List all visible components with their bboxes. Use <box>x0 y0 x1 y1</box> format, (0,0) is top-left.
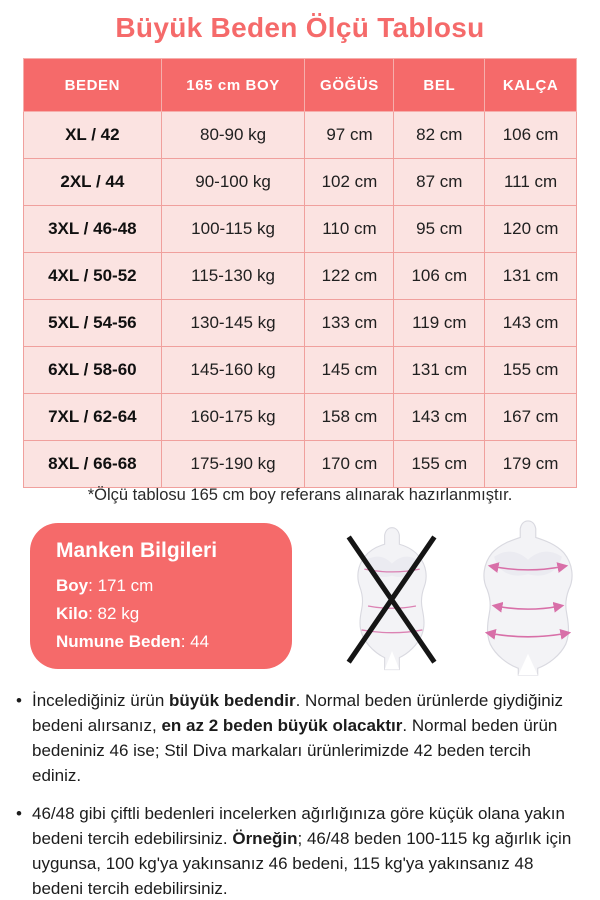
measure-cell: 160-175 kg <box>161 394 305 441</box>
note-item-sizing <box>8 688 574 788</box>
measure-cell: 119 cm <box>394 300 485 347</box>
plus-size-body-measurement-icon <box>468 518 588 678</box>
measure-cell: 120 cm <box>485 206 577 253</box>
size-cell: 6XL / 58-60 <box>24 347 162 394</box>
measure-cell: 100-115 kg <box>161 206 305 253</box>
measure-cell: 80-90 kg <box>161 112 305 159</box>
model-info-box <box>30 523 292 669</box>
size-cell: 8XL / 66-68 <box>24 441 162 488</box>
size-table-row <box>24 253 577 300</box>
measure-cell: 122 cm <box>305 253 394 300</box>
note-item-double-sizes <box>8 801 574 900</box>
measure-cell: 143 cm <box>485 300 577 347</box>
measure-cell: 106 cm <box>394 253 485 300</box>
measure-cell: 155 cm <box>394 441 485 488</box>
measure-cell: 145-160 kg <box>161 347 305 394</box>
measure-cell: 131 cm <box>394 347 485 394</box>
col-header-bel: BEL <box>394 59 485 112</box>
table-footnote: *Ölçü tablosu 165 cm boy referans alınarak hazırlanmıştır. <box>87 486 513 504</box>
size-table-body <box>24 112 577 488</box>
measure-cell: 179 cm <box>485 441 577 488</box>
measure-cell: 97 cm <box>305 112 394 159</box>
size-cell: 3XL / 46-48 <box>24 206 162 253</box>
crossed-out-body-icon <box>334 524 450 676</box>
model-weight-line: Kilo: 82 kg <box>56 604 140 623</box>
note-text: 46/48 gibi çiftli bedenleri incelerken ağırlığınıza göre küçük olana yakın bedeni tercih edebilirsiniz. Örneğin; 46/48 beden 100-115 kg ağırlık için uygunsa, 100 kg'ya yakınsanız 46 bedeni, 115 kg'ya yakınsanız 48 bedeni tercih edebilirsiniz. <box>32 804 572 898</box>
size-cell: 5XL / 54-56 <box>24 300 162 347</box>
measure-cell: 90-100 kg <box>161 159 305 206</box>
measure-cell: 175-190 kg <box>161 441 305 488</box>
measure-cell: 102 cm <box>305 159 394 206</box>
model-height-line: Boy: 171 cm <box>56 576 154 595</box>
size-table-row <box>24 159 577 206</box>
measure-cell: 155 cm <box>485 347 577 394</box>
size-table-row <box>24 206 577 253</box>
measure-cell: 170 cm <box>305 441 394 488</box>
size-table-row <box>24 394 577 441</box>
measure-cell: 82 cm <box>394 112 485 159</box>
measure-cell: 106 cm <box>485 112 577 159</box>
size-table-row <box>24 300 577 347</box>
size-table-row <box>24 441 577 488</box>
size-table <box>23 58 577 488</box>
measure-cell: 87 cm <box>394 159 485 206</box>
measure-cell: 110 cm <box>305 206 394 253</box>
note-text: İncelediğiniz ürün büyük bedendir. Normal beden ürünlerde giydiğiniz bedeni alırsanız, en az 2 beden büyük olacaktır. Normal beden ürün bedeniniz 46 ise; Stil Diva markaları ürünlerimizde 42 beden tercih ediniz. <box>32 691 564 785</box>
col-header-kalca: KALÇA <box>485 59 577 112</box>
size-cell: 2XL / 44 <box>24 159 162 206</box>
size-cell: XL / 42 <box>24 112 162 159</box>
measure-cell: 143 cm <box>394 394 485 441</box>
measure-cell: 131 cm <box>485 253 577 300</box>
size-table-row <box>24 112 577 159</box>
page-title: Büyük Beden Ölçü Tablosu <box>115 12 485 43</box>
measure-cell: 95 cm <box>394 206 485 253</box>
model-info-title: Manken Bilgileri <box>56 539 218 562</box>
size-table-header-row <box>24 59 577 112</box>
measure-cell: 111 cm <box>485 159 577 206</box>
measure-cell: 133 cm <box>305 300 394 347</box>
size-cell: 7XL / 62-64 <box>24 394 162 441</box>
model-sample-size-line: Numune Beden: 44 <box>56 632 210 651</box>
col-header-boy: 165 cm BOY <box>161 59 305 112</box>
measure-cell: 130-145 kg <box>161 300 305 347</box>
measure-cell: 115-130 kg <box>161 253 305 300</box>
measure-cell: 158 cm <box>305 394 394 441</box>
col-header-gogus: GÖĞÜS <box>305 59 394 112</box>
measure-cell: 167 cm <box>485 394 577 441</box>
size-cell: 4XL / 50-52 <box>24 253 162 300</box>
size-table-row <box>24 347 577 394</box>
measure-cell: 145 cm <box>305 347 394 394</box>
col-header-beden: BEDEN <box>24 59 162 112</box>
notes-list <box>8 688 574 900</box>
